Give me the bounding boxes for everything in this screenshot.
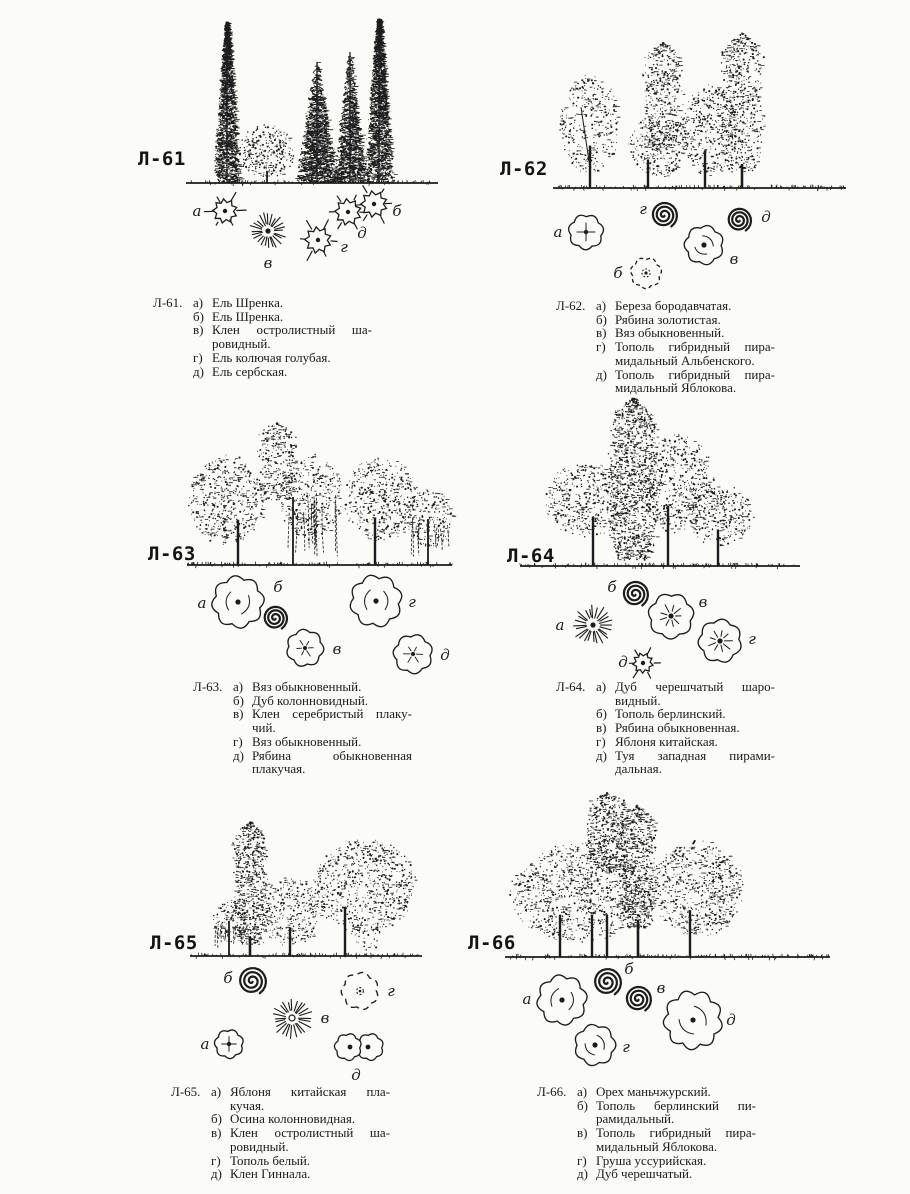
plan-symbol-spiral — [624, 582, 648, 605]
legend-figure-number — [171, 1167, 211, 1181]
legend-text-line: кучая. — [230, 1097, 265, 1113]
legend-item — [556, 680, 775, 707]
legend-item-text — [212, 296, 372, 310]
plan-symbol-spiky — [204, 192, 247, 225]
legend-text-line: Вяз обыкновенный. — [252, 733, 362, 749]
plan-letter: а — [553, 223, 563, 241]
plan-letter: г — [408, 593, 416, 611]
plan-symbol-spiky — [629, 647, 661, 678]
legend-item — [153, 296, 372, 310]
plan-symbol-spiral — [729, 209, 751, 231]
plan-letter: б — [624, 960, 634, 978]
legend-item — [171, 1126, 390, 1153]
figure-label-L62: Л-62 — [500, 158, 548, 180]
plan-letter: б — [273, 578, 283, 596]
legend-figure-number: Л-66. — [537, 1084, 567, 1099]
legend-item — [556, 707, 775, 721]
legend-text-line: ровидный. — [230, 1138, 289, 1154]
legend-text-line: Ель Шренка. — [212, 295, 284, 310]
legend-figure-number — [193, 749, 233, 776]
legend-item-text — [252, 680, 412, 694]
legend-item — [193, 707, 412, 734]
legend-item-text — [230, 1126, 390, 1153]
legend-item-text — [596, 1167, 756, 1181]
legend-item — [153, 365, 372, 379]
plan-letter: г — [748, 630, 756, 648]
legend-item-letter: в) — [596, 325, 607, 341]
legend-item — [556, 721, 775, 735]
plan-letter: б — [613, 264, 623, 282]
legend-item-text — [615, 340, 775, 367]
legend-text-line: Тополь гибридный пира- — [596, 1125, 756, 1141]
legend-L66 — [537, 1085, 756, 1181]
legend-item-text — [615, 735, 775, 749]
legend-figure-number: Л-62. — [556, 298, 586, 313]
legend-text-line: Клен остролистный ша- — [230, 1125, 390, 1141]
plan-letter: д — [618, 653, 628, 671]
figure-drawing-L62 — [553, 33, 846, 289]
legend-item — [193, 680, 412, 694]
plan-letter: б — [607, 578, 617, 596]
plan-symbol-lobed — [350, 575, 401, 626]
legend-text-line: Дуб колонновидный. — [252, 692, 369, 708]
figure-label-L65: Л-65 — [150, 932, 198, 954]
legend-text-line: Рябина золотистая. — [615, 311, 721, 327]
legend-text-line: Ель Шренка. — [212, 308, 284, 324]
legend-text-line: Ель колючая голубая. — [212, 349, 331, 365]
legend-item-text — [596, 1126, 756, 1153]
tree-elevation — [189, 423, 456, 565]
figure-drawing-L66 — [505, 793, 830, 1066]
legend-item — [556, 368, 775, 395]
legend-item-text — [230, 1085, 390, 1112]
legend-text-line: Клен Гиннала. — [230, 1166, 311, 1182]
figure-label-L66: Л-66 — [468, 932, 516, 954]
legend-item — [556, 313, 775, 327]
legend-L64 — [556, 680, 775, 776]
legend-figure-number — [537, 1154, 577, 1168]
plan-symbol-sunburst — [573, 605, 612, 644]
legend-item-letter: а) — [211, 1084, 222, 1099]
plan-letter: в — [729, 250, 739, 268]
legend-item-letter: б) — [596, 706, 607, 722]
legend-text-line: Тополь белый. — [230, 1152, 311, 1168]
plan-letter: д — [440, 646, 450, 664]
legend-figure-number — [556, 721, 596, 735]
legend-item-text — [230, 1154, 390, 1168]
legend-text-line: дальная. — [615, 761, 662, 777]
legend-figure-number: Л-64. — [556, 679, 586, 694]
legend-item-letter: б) — [233, 692, 244, 708]
legend-text-line: Яблоня китайская пла- — [230, 1084, 390, 1099]
legend-item-letter: д) — [577, 1166, 588, 1182]
legend-item-letter: г) — [577, 1152, 587, 1168]
plan-letter: а — [522, 990, 532, 1008]
legend-item-letter: б) — [577, 1097, 588, 1113]
legend-item-letter: г) — [233, 733, 243, 749]
legend-text-line: Тополь берлинский пи- — [596, 1097, 756, 1113]
plan-symbol-sunburst — [273, 999, 312, 1039]
legend-item-letter: д) — [596, 747, 607, 763]
plan-symbol-lobed — [341, 972, 378, 1009]
legend-text-line: Дуб черешчатый. — [596, 1166, 693, 1182]
ground-line — [505, 954, 830, 961]
legend-item — [193, 749, 412, 776]
plan-letter: д — [357, 224, 367, 242]
legend-figure-number — [556, 313, 596, 327]
legend-item — [171, 1167, 390, 1181]
legend-text-line: Груша уссурийская. — [596, 1152, 707, 1168]
plan-symbol-lobed — [663, 991, 722, 1050]
legend-item-letter: а) — [233, 679, 244, 694]
legend-item-letter: а) — [577, 1084, 588, 1099]
legend-text-line: Ель сербская. — [212, 363, 288, 379]
legend-figure-number: Л-61. — [153, 295, 183, 310]
tree-elevation — [546, 398, 754, 566]
legend-figure-number — [537, 1099, 577, 1126]
plan-symbol-spiral — [240, 968, 266, 993]
legend-figure-number — [153, 351, 193, 365]
legend-item — [537, 1126, 756, 1153]
figure-drawing-L65 — [190, 822, 422, 1084]
legend-figure-number — [153, 323, 193, 350]
tree-elevation — [214, 822, 417, 956]
legend-item-text — [230, 1112, 390, 1126]
legend-figure-number — [171, 1126, 211, 1153]
legend-item-text — [615, 299, 775, 313]
legend-item — [153, 351, 372, 365]
legend-figure-number: Л-65. — [171, 1084, 201, 1099]
legend-item-letter: г) — [193, 349, 203, 365]
plan-symbol-lobed — [287, 629, 324, 666]
legend-item — [556, 340, 775, 367]
legend-text-line: Вяз обыкновенный. — [252, 679, 362, 694]
plan-letter: в — [263, 254, 273, 272]
legend-figure-number: Л-63. — [193, 679, 223, 694]
plan-symbol-blob-dashed — [631, 258, 662, 288]
legend-figure-number — [556, 340, 596, 367]
legend-item-text — [230, 1167, 390, 1181]
legend-text-line: Клен остролистный ша- — [212, 322, 372, 338]
legend-item-text — [212, 351, 372, 365]
legend-figure-number — [153, 365, 193, 379]
legend-item-letter: б) — [193, 308, 204, 324]
legend-item-letter: г) — [596, 339, 606, 355]
legend-text-line: Вяз обыкновенный. — [615, 325, 725, 341]
plan-letter: а — [555, 616, 565, 634]
legend-item-letter: в) — [193, 322, 204, 338]
legend-item-letter: а) — [193, 295, 204, 310]
plan-letter: г — [639, 200, 647, 218]
plan-symbol-spiral — [653, 203, 677, 226]
legend-item — [153, 323, 372, 350]
legend-item-text — [596, 1099, 756, 1126]
legend-figure-number — [537, 1167, 577, 1181]
ground-line — [553, 185, 846, 192]
figure-drawing-L63 — [187, 423, 456, 674]
plan-letter: д — [726, 1011, 736, 1029]
legend-text-line: Орех маньчжурский. — [596, 1084, 711, 1099]
legend-item — [556, 735, 775, 749]
legend-figure-number — [193, 735, 233, 749]
legend-item — [537, 1167, 756, 1181]
legend-text-line: Дуб черешчатый шаро- — [615, 679, 775, 694]
plan-symbol-double-lobe — [334, 1034, 382, 1061]
legend-figure-number — [171, 1112, 211, 1126]
plan-letter: а — [200, 1035, 210, 1053]
plan-symbol-lobed — [575, 1024, 615, 1065]
figure-drawing-L61 — [186, 19, 438, 272]
legend-item-text — [615, 680, 775, 707]
legend-figure-number — [171, 1154, 211, 1168]
legend-text-line: Туя западная пирами- — [615, 747, 775, 763]
plan-symbol-lobed — [684, 226, 723, 265]
ground-line — [520, 563, 800, 570]
plan-letter: в — [656, 979, 666, 997]
legend-figure-number — [193, 707, 233, 734]
plan-symbol-spiral — [265, 607, 287, 629]
ground-line — [187, 562, 452, 569]
plan-symbol-spiral — [627, 987, 651, 1010]
tree-elevation — [560, 33, 765, 188]
legend-item-text — [252, 707, 412, 734]
plan-letter: д — [351, 1066, 361, 1084]
legend-item-letter: а) — [596, 298, 607, 313]
legend-item-text — [252, 735, 412, 749]
legend-item-letter: б) — [211, 1111, 222, 1127]
figure-label-L61: Л-61 — [138, 148, 186, 170]
legend-item — [556, 749, 775, 776]
legend-text-line: Тополь гибридный пира- — [615, 366, 775, 382]
legend-figure-number — [556, 326, 596, 340]
legend-item-text — [615, 313, 775, 327]
plan-symbol-spiky — [300, 219, 338, 261]
tree-elevation — [214, 19, 397, 183]
legend-item-letter: в) — [577, 1125, 588, 1141]
legend-item-text — [615, 326, 775, 340]
legend-item-letter: д) — [211, 1166, 222, 1182]
legend-item-text — [615, 707, 775, 721]
plan-letter: в — [332, 640, 342, 658]
legend-text-line: Рябина обыкновенная. — [615, 720, 740, 736]
legend-figure-number — [556, 707, 596, 721]
legend-figure-number — [193, 694, 233, 708]
legend-item-letter: д) — [596, 366, 607, 382]
legend-text-line: Яблоня китайская. — [615, 733, 718, 749]
legend-text-line: рамидальный. — [596, 1111, 675, 1127]
legend-L61 — [153, 296, 372, 378]
legend-text-line: Тополь берлинский. — [615, 706, 726, 722]
legend-text-line: ровидный. — [212, 336, 271, 352]
ground-line — [190, 953, 422, 960]
plan-symbol-lobed — [569, 215, 604, 250]
plan-symbol-lobed — [648, 594, 693, 639]
legend-text-line: видный. — [615, 692, 661, 708]
plan-symbol-sunburst — [250, 213, 286, 248]
legend-text-line: чий. — [252, 720, 276, 736]
legend-text-line: Осина колонновидная. — [230, 1111, 356, 1127]
legend-text-line: Тополь гибридный пира- — [615, 339, 775, 355]
legend-item-text — [212, 365, 372, 379]
plan-letter: в — [698, 593, 708, 611]
legend-item-letter: в) — [596, 720, 607, 736]
legend-text-line: мидальный Альбенского. — [615, 352, 755, 368]
legend-item-text — [615, 749, 775, 776]
figure-label-L63: Л-63 — [148, 543, 196, 565]
legend-text-line: Рябина обыкновенная — [252, 747, 412, 763]
legend-item — [171, 1085, 390, 1112]
plan-letter: а — [197, 594, 207, 612]
plan-letter: г — [622, 1038, 630, 1056]
legend-item — [193, 694, 412, 708]
legend-item — [537, 1154, 756, 1168]
legend-text-line: мидальный Яблокова. — [596, 1138, 718, 1154]
plan-symbol-lobed — [698, 619, 741, 662]
plan-letter: д — [761, 208, 771, 226]
legend-figure-number — [537, 1126, 577, 1153]
plan-letter: б — [223, 969, 233, 987]
plan-letter: г — [387, 982, 395, 1000]
legend-figure-number — [556, 735, 596, 749]
legend-item-letter: г) — [596, 733, 606, 749]
legend-item — [537, 1085, 756, 1099]
plan-symbol-lobed — [212, 576, 264, 628]
legend-text-line: мидальный Яблокова. — [615, 380, 737, 396]
legend-text-line: Клен серебристый плаку- — [252, 706, 412, 722]
legend-L65 — [171, 1085, 390, 1181]
legend-item-letter: д) — [193, 363, 204, 379]
legend-item-text — [615, 368, 775, 395]
legend-L62 — [556, 299, 775, 395]
legend-item — [537, 1099, 756, 1126]
legend-item-letter: а) — [596, 679, 607, 694]
legend-text-line: плакучая. — [252, 761, 306, 777]
legend-item — [556, 326, 775, 340]
plan-letter: б — [392, 202, 402, 220]
plan-symbol-lobed — [537, 975, 587, 1025]
legend-item-text — [596, 1154, 756, 1168]
legend-item — [556, 299, 775, 313]
plan-symbol-lobed — [214, 1030, 243, 1059]
legend-item-text — [615, 721, 775, 735]
legend-item-text — [596, 1085, 756, 1099]
legend-item-letter: в) — [211, 1125, 222, 1141]
legend-item-text — [252, 694, 412, 708]
legend-figure-number — [153, 310, 193, 324]
plan-letter: а — [192, 202, 202, 220]
legend-L63 — [193, 680, 412, 776]
figure-drawing-L64 — [520, 398, 800, 678]
plan-symbol-lobed — [393, 635, 432, 674]
legend-item-letter: г) — [211, 1152, 221, 1168]
plan-letter: г — [340, 238, 348, 256]
legend-item-text — [212, 310, 372, 324]
legend-item — [171, 1154, 390, 1168]
legend-item-letter: б) — [596, 311, 607, 327]
legend-item-letter: в) — [233, 706, 244, 722]
legend-text-line: Береза бородавчатая. — [615, 298, 732, 313]
tree-elevation — [510, 793, 743, 957]
legend-item — [171, 1112, 390, 1126]
plan-symbol-spiral — [595, 969, 621, 994]
legend-item-text — [252, 749, 412, 776]
legend-figure-number — [556, 368, 596, 395]
legend-figure-number — [556, 749, 596, 776]
plan-letter: в — [320, 1009, 330, 1027]
legend-item — [193, 735, 412, 749]
legend-item — [153, 310, 372, 324]
legend-item-text — [212, 323, 372, 350]
plan-symbol-spiky — [355, 185, 392, 223]
figure-label-L64: Л-64 — [507, 545, 555, 567]
legend-item-letter: д) — [233, 747, 244, 763]
